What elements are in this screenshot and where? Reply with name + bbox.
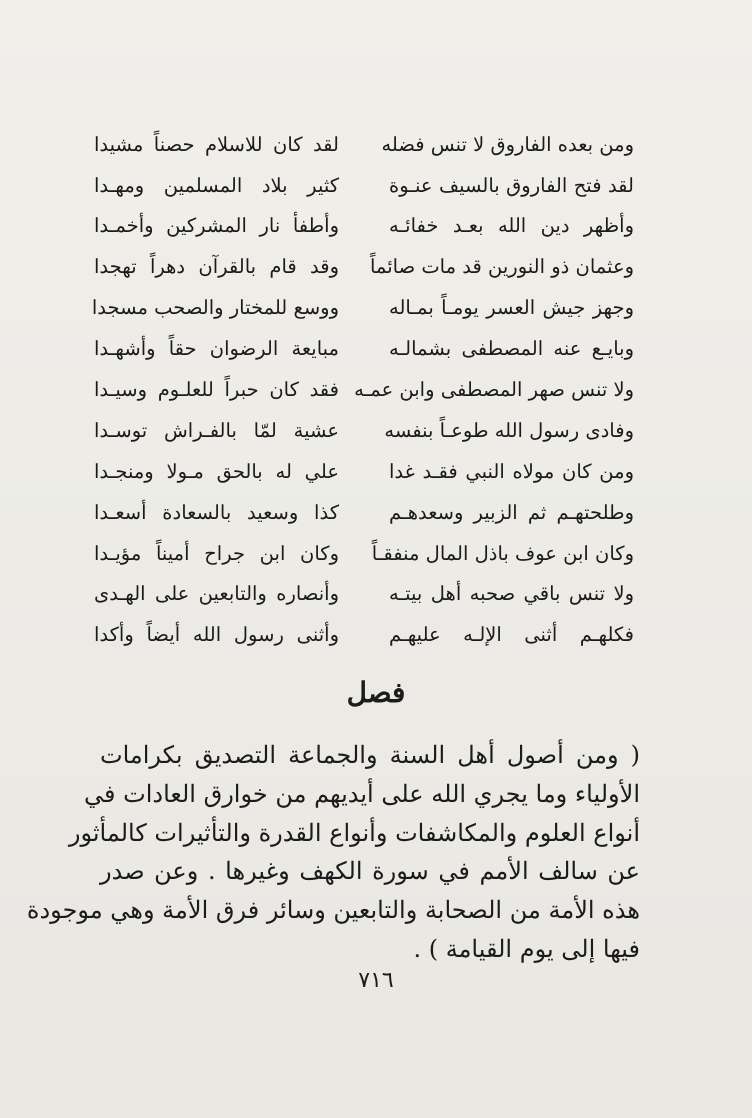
prose-paragraph [26, 736, 640, 969]
verse-left-hemistich: مبايعة الرضوان حقاً وأشهـدا [94, 337, 339, 361]
verse-right-hemistich: ومن بعده الفاروق لا تنس فضله [381, 132, 634, 156]
verse-left-hemistich: فقد كان حبراً للعلـوم وسيـدا [94, 378, 339, 402]
verse-left-hemistich: كذا وسعيد بالسعادة أسعـدا [94, 500, 339, 524]
verse-left-hemistich: لقد كان للاسلام حصناً مشيدا [94, 132, 339, 156]
verse-right-hemistich: وعثمان ذو النورين قد مات صائماً [369, 255, 634, 279]
verse-right-hemistich: ومن كان مولاه النبي فقـد غدا [389, 459, 634, 483]
verse-row [94, 533, 634, 574]
verse-left-hemistich: وكان ابن جراح أميناً مؤيـدا [94, 541, 339, 565]
verse-right-hemistich: لقد فتح الفاروق بالسيف عنـوة [389, 173, 634, 197]
verse-left-hemistich: كثير بلاد المسلمين ومهـدا [94, 173, 339, 197]
prose-line: فيها إلى يوم القيامة ) . [413, 934, 640, 963]
verse-row [94, 492, 634, 533]
poem-verses [91, 124, 634, 656]
verse-row [94, 369, 634, 410]
verse-row [94, 165, 634, 206]
verse-right-hemistich: وجهز جيش العسر يومـاً بمـاله [389, 296, 634, 320]
verse-row [94, 328, 634, 369]
verse-row [91, 288, 634, 329]
prose-line: الأولياء وما يجري الله على أيديهم من خوارق العادات في [84, 779, 640, 808]
verse-right-hemistich: وطلحتهـم ثم الزبير وسعدهـم [389, 500, 634, 524]
section-heading: فصل [346, 676, 406, 709]
verse-row [94, 206, 634, 247]
verse-row [94, 124, 634, 165]
prose-line: أنواع العلوم والمكاشفات وأنواع القدرة والتأثيرات كالمأثور [68, 818, 640, 847]
verse-right-hemistich: وكان ابن عوف باذل المال منفقـاً [371, 541, 634, 565]
verse-right-hemistich: فكلهـم أثنى الإلـه عليهـم [389, 623, 634, 647]
verse-left-hemistich: وأنصاره والتابعين على الهـدى [94, 582, 339, 606]
verse-left-hemistich: وقد قام بالقرآن دهراً تهجدا [94, 255, 339, 279]
verse-row [94, 574, 634, 615]
verse-right-hemistich: وبايـع عنه المصطفى بشمالـه [389, 337, 634, 361]
verse-right-hemistich: ولا تنس باقي صحبه أهل بيتـه [389, 582, 634, 606]
verse-right-hemistich: وأظهر دين الله بعـد خفائـه [389, 214, 634, 238]
verse-left-hemistich: وأثنى رسول الله أيضاً وأكدا [94, 623, 339, 647]
verse-left-hemistich: ووسع للمختار والصحب مسجدا [91, 296, 339, 320]
verse-row [94, 410, 634, 451]
prose-line: هذه الأمة من الصحابة والتابعين وسائر فرق الأمة وهي موجودة [26, 896, 640, 925]
verse-row [94, 451, 634, 492]
verse-left-hemistich: وأطفأ نار المشركين وأخمـدا [94, 214, 339, 238]
prose-line: عن سالف الأمم في سورة الكهف وغيرها . وعن صدر [100, 857, 640, 886]
verse-row [94, 247, 634, 288]
verse-right-hemistich: وفادى رسول الله طوعـاً بنفسه [384, 418, 634, 442]
verse-row [94, 615, 634, 656]
verse-right-hemistich: ولا تنس صهر المصطفى وابن عمـه [354, 378, 634, 402]
verse-left-hemistich: عشية لمّا بالفـراش توسـدا [94, 418, 339, 442]
prose-line: ( ومن أصول أهل السنة والجماعة التصديق بكرامات [100, 741, 640, 769]
page-number: ٧١٦ [358, 968, 394, 993]
verse-left-hemistich: علي له بالحق مـولا ومنجـدا [94, 459, 339, 483]
